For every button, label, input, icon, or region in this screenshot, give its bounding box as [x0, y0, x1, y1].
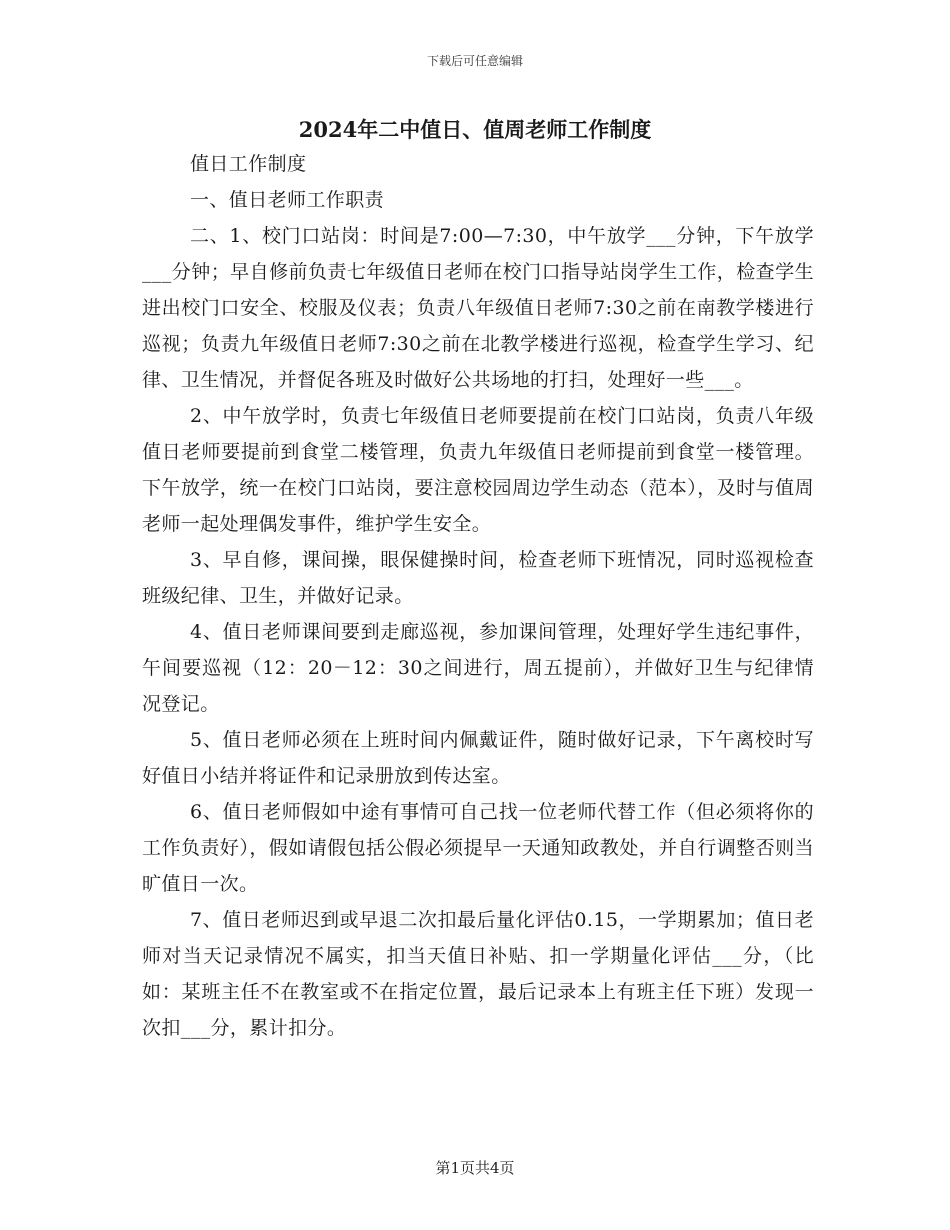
paragraph: 3、早自修，课间操，眼保健操时间，检查老师下班情况，同时巡视检查班级纪律、卫生，并做好记录。 — [142, 549, 814, 607]
document-title: 2024年二中值日、值周老师工作制度 — [298, 117, 652, 142]
paragraph: 6、值日老师假如中途有事情可自己找一位老师代替工作（但必须将你的工作负责好），假如请假包括公假必须提早一天通知政教处，并自行调整否则当旷值日一次。 — [142, 801, 814, 895]
paragraph: 二、1、校门口站岗：时间是7:00—7:30，中午放学___分钟，下午放学___分钟；早自修前负责七年级值日老师在校门口指导站岗学生工作，检查学生进出校门口安全、校服及仪表；负责八年级值日老师7:30之前在南教学楼进行巡视；负责九年级值日老师7:30之前在北教学楼进行巡视，检查学生学习、纪律、卫生情况，并督促各班及时做好公共场地的打扫，处理好一些___。 — [142, 225, 814, 391]
paragraph: 4、值日老师课间要到走廊巡视，参加课间管理，处理好学生违纪事件，午间要巡视（12：20－12：30之间进行，周五提前），并做好卫生与纪律情况登记。 — [142, 621, 814, 715]
paragraph: 2、中午放学时，负责七年级值日老师要提前在校门口站岗，负责八年级值日老师要提前到食堂二楼管理，负责九年级值日老师提前到食堂一楼管理。下午放学，统一在校门口站岗，要注意校园周边学生动态（范本），及时与值周老师一起处理偶发事件，维护学生安全。 — [142, 405, 814, 535]
document-body — [142, 146, 814, 1046]
header-note: 下载后可任意编辑 — [426, 54, 523, 68]
paragraph: 5、值日老师必须在上班时间内佩戴证件，随时做好记录，下午离校时写好值日小结并将证件和记录册放到传达室。 — [142, 729, 814, 787]
paragraph-section-heading: 值日工作制度 — [190, 153, 307, 175]
page-indicator: 第1页共4页 — [435, 1159, 515, 1177]
paragraph-subheading: 一、值日老师工作职责 — [190, 189, 385, 211]
paragraph: 7、值日老师迟到或早退二次扣最后量化评估0.15，一学期累加；值日老师对当天记录情况不属实，扣当天值日补贴、扣一学期量化评估___分，（比如：某班主任不在教室或不在指定位置，最后记录本上有班主任下班）发现一次扣___分，累计扣分。 — [142, 909, 814, 1039]
